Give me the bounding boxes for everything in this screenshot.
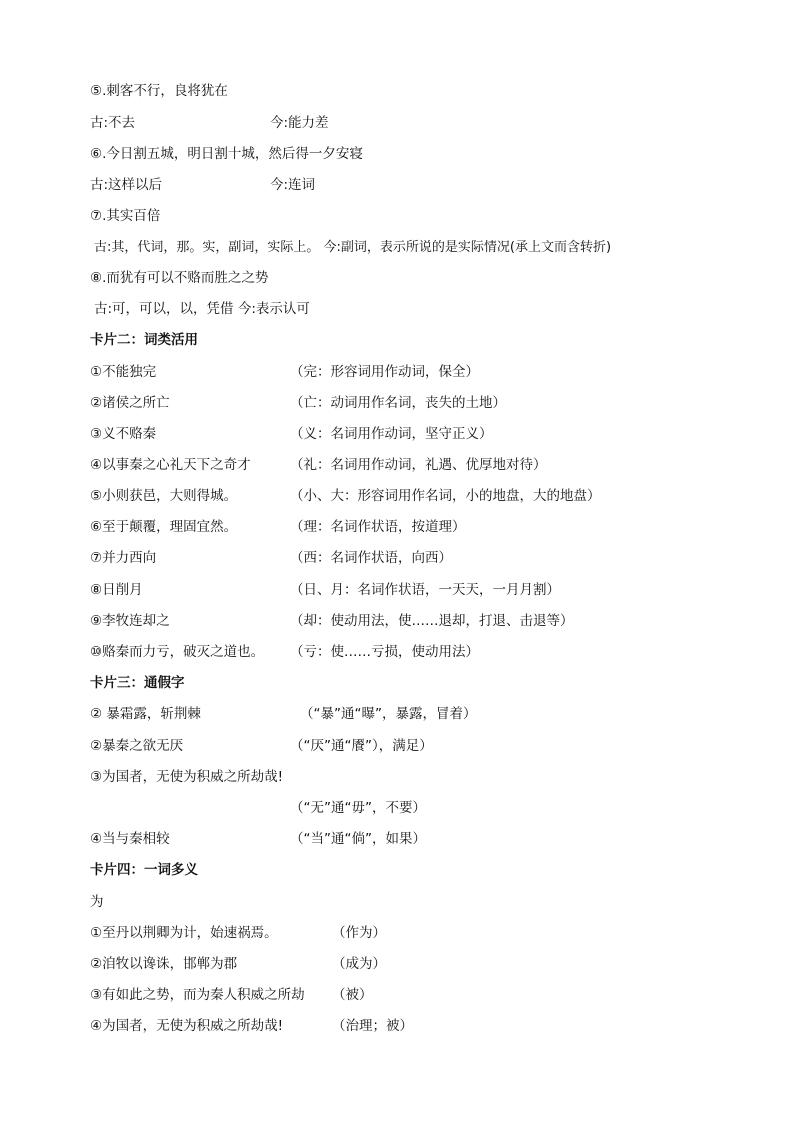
- item-6-old-meaning: 古:这样以后: [90, 177, 163, 193]
- card-4-sentence: ②洎牧以谗诛，邯郸为郡: [90, 956, 238, 972]
- item-8-text: ⑧.而犹有可以不赂而胜之之势: [90, 270, 269, 286]
- card-4-heading: 卡片四：一词多义: [90, 862, 198, 878]
- item-5-meaning: [90, 108, 329, 139]
- card-4-row: [90, 980, 373, 1011]
- item-6-new-meaning: 今:连词: [270, 177, 316, 193]
- item-5: [90, 76, 228, 107]
- card-4-note: （被）: [332, 987, 373, 1003]
- item-5-text: ⑤.刺客不行，良将犹在: [90, 83, 228, 99]
- card-2-note: （礼：名词用作动词，礼遇、优厚地对待）: [290, 457, 547, 473]
- card-4-note: （作为）: [332, 925, 386, 941]
- card-2-sentence: ④以事秦之心礼天下之奇才: [90, 457, 251, 473]
- item-7-meaning: [94, 232, 611, 263]
- card-2-sentence: ⑧日削月: [90, 582, 143, 598]
- card-2-row: [90, 606, 574, 637]
- item-6: [90, 139, 363, 170]
- card-4-sentence: ④为国者，无使为积威之所劫哉!: [90, 1018, 284, 1034]
- card-2-sentence: ⑦并力西向: [90, 550, 157, 566]
- card-2-row: [90, 575, 560, 606]
- card-2-row: [90, 357, 479, 388]
- item-5-new-meaning: 今:能力差: [270, 115, 329, 131]
- card-4-note: （治理；被）: [332, 1018, 413, 1034]
- card-2-sentence: ⑥至于颠覆，理固宜然。: [90, 519, 238, 535]
- card-2-row: [90, 419, 493, 450]
- item-5-old-meaning: 古:不去: [90, 115, 136, 131]
- card-2-note: （日、月：名词作状语，一天天，一月月割）: [290, 582, 560, 598]
- card-3-note: （“当”通“倘”，如果）: [290, 831, 426, 847]
- item-7: [90, 201, 160, 232]
- card-3-row: [90, 762, 283, 793]
- card-2-note: （亏：使……亏损，使动用法）: [290, 644, 479, 660]
- card-4-row: [90, 949, 386, 980]
- item-8: [90, 263, 268, 294]
- card-3-note: （“暴”通“曝”，暴露，冒着）: [300, 706, 477, 722]
- card-3-note: （“厌”通“餍”），满足）: [290, 738, 433, 754]
- card-3-heading: 卡片三：通假字: [90, 675, 185, 691]
- card-3-row: [90, 824, 426, 855]
- card-3-sentence: ② 暴霜露，斩荆棘: [90, 706, 201, 722]
- card-2-sentence: ⑩赂秦而力亏，破灭之道也。: [90, 644, 265, 660]
- item-6-text: ⑥.今日割五城，明日割十城，然后得一夕安寝: [90, 146, 363, 162]
- card-2-row: [90, 450, 547, 481]
- card-2-note: （却：使动用法，使……退却，打退、击退等）: [290, 613, 574, 629]
- item-7-explanation: 古:其，代词，那。实，副词，实际上。 今:副词，表示所说的是实际情况(承上文而含转折): [94, 240, 612, 255]
- card-4-row: [90, 1011, 413, 1042]
- card-4-sentence: ①至丹以荆卿为计，始速祸焉。: [90, 925, 278, 941]
- card-2-note: （理：名词作状语，按道理）: [290, 519, 466, 535]
- card-2-note: （亡：动词用作名词，丧失的土地）: [290, 395, 506, 411]
- item-8-explanation: 古:可，可以，以，凭借 今:表示认可: [94, 301, 310, 317]
- card-4-sentence: ③有如此之势，而为秦人积威之所劫: [90, 987, 305, 1003]
- card-3-sentence: ③为国者，无使为积威之所劫哉!: [90, 769, 284, 785]
- card-3-note: （“无”通“毋”，不要）: [290, 800, 426, 816]
- card-3-sentence: ④当与秦相较: [90, 831, 170, 847]
- card-3-row: [90, 699, 477, 730]
- card-2-sentence: ⑨李牧连却之: [90, 613, 170, 629]
- card-2-note: （小、大：形容词用作名词，小的地盘，大的地盘）: [290, 488, 601, 504]
- card-2-row: [90, 481, 601, 512]
- card-2-note: （西：名词作状语，向西）: [290, 550, 452, 566]
- card-2-sentence: ⑤小则获邑，大则得城。: [90, 488, 238, 504]
- card-2-row: [90, 388, 506, 419]
- card-3-sentence: ②暴秦之欲无厌: [90, 738, 184, 754]
- card-2-row: [90, 512, 466, 543]
- card-2-note: （完：形容词用作动词，保全）: [290, 364, 479, 380]
- card-2-sentence: ①不能独完: [90, 364, 157, 380]
- card-2-sentence: ②诸侯之所亡: [90, 395, 170, 411]
- card-2-heading: 卡片二：词类活用: [90, 332, 198, 348]
- item-7-text: ⑦.其实百倍: [90, 208, 161, 224]
- card-4-note: （成为）: [332, 956, 386, 972]
- card-3-row: [90, 731, 433, 762]
- card-2-note: （义：名词用作动词，坚守正义）: [290, 426, 493, 442]
- item-6-meaning: [90, 170, 316, 201]
- card-2-row: [90, 543, 452, 574]
- item-8-meaning: [94, 294, 310, 325]
- card-4-row: [90, 918, 386, 949]
- card-2-sentence: ③义不赂秦: [90, 426, 157, 442]
- card-4-word: 为: [90, 894, 104, 910]
- card-2-row: [90, 637, 479, 668]
